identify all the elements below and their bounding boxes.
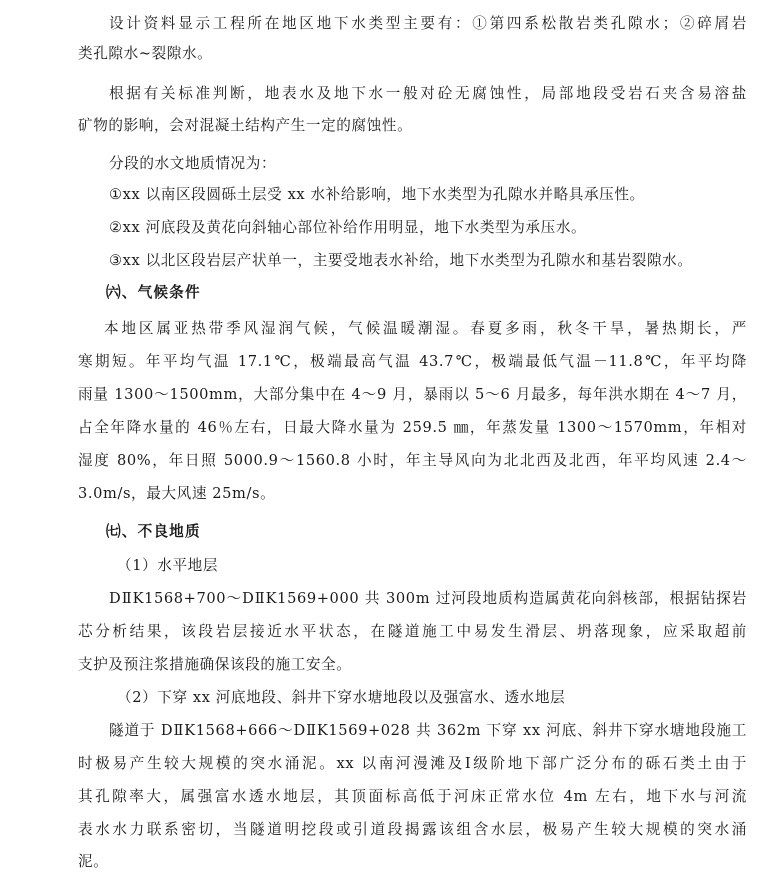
text-line-13: 占全年降水量的 46％左右，日最大降水量为 259.5 ㎜，年蒸发量 1300～1570mm，年相对 [78, 419, 747, 436]
text-line-24: 其孔隙率大，属强富水透水地层，其顶面标高低于河床正常水位 4m 左右，地下水与河流 [78, 788, 747, 805]
subsection-heading-1: （1）水平地层 [117, 557, 219, 574]
text-line-12: 雨量 1300～1500mm，大部分集中在 4～9 月，暴雨以 5～6 月最多，每年洪水期在 4～7 月， [78, 386, 747, 403]
text-line-3: 根据有关标准判断，地表水及地下水一般对砼无腐蚀性，局部地段受岩石夹含易溶盐 [109, 85, 747, 102]
text-line-6: ①xx 以南区段圆砾土层受 xx 水补给影响，地下水类型为孔隙水并略具承压性。 [109, 186, 645, 203]
text-line-15: 3.0m/s，最大风速 25m/s。 [78, 485, 276, 502]
text-line-19: 芯分析结果，该段岩层接近水平状态，在隧道施工中易发生滑层、坍落现象，应采取超前 [78, 623, 747, 640]
text-line-8: ③xx 以北区段岩层产状单一，主要受地表水补给，地下水类型为孔隙水和基岩裂隙水。 [109, 252, 693, 269]
text-line-10: 本地区属亚热带季风湿润气候，气候温暖潮湿。春夏多雨，秋冬干旱，暑热期长，严 [104, 320, 747, 337]
text-line-22: 隧道于 DⅡK1568+666～DⅡK1569+028 共 362m 下穿 xx 河底、斜井下穿水塘地段施工 [109, 722, 747, 739]
text-line-14: 湿度 80%，年日照 5000.9～1560.8 小时，年主导风向为北北西及北西，年平均风速 2.4～ [78, 452, 747, 469]
text-line-26: 泥。 [78, 853, 109, 870]
text-line-4: 矿物的影响，会对混凝土结构产生一定的腐蚀性。 [78, 117, 413, 134]
text-line-11: 寒期短。年平均气温 17.1℃，极端最高气温 43.7℃，极端最低气温－11.8℃，年平均降 [78, 353, 747, 370]
text-line-7: ②xx 河底段及黄花向斜轴心部位补给作用明显，地下水类型为承压水。 [109, 219, 587, 236]
section-heading-adverse-geology: ㈦、不良地质 [106, 523, 201, 540]
text-line-5: 分段的水文地质情况为： [109, 155, 277, 172]
text-line-2: 类孔隙水~裂隙水。 [78, 45, 213, 62]
text-line-20: 支护及预注浆措施确保该段的施工安全。 [78, 656, 352, 673]
section-heading-climate: ㈥、气候条件 [106, 284, 201, 301]
text-line-1: 设计资料显示工程所在地区地下水类型主要有：①第四系松散岩类孔隙水；②碎屑岩 [109, 15, 747, 32]
text-line-18: DⅡK1568+700～DⅡK1569+000 共 300m 过河段地质构造属黄花向斜核部，根据钻探岩 [109, 590, 747, 607]
text-line-25: 表水水力联系密切，当隧道明挖段或引道段揭露该组含水层，极易产生较大规模的突水涌 [78, 821, 747, 838]
subsection-heading-2: （2）下穿 xx 河底地段、斜井下穿水塘地段以及强富水、透水地层 [117, 689, 566, 706]
text-line-23: 时极易产生较大规模的突水涌泥。xx 以南河漫滩及Ⅰ级阶地下部广泛分布的砾石类土由于 [78, 755, 747, 772]
